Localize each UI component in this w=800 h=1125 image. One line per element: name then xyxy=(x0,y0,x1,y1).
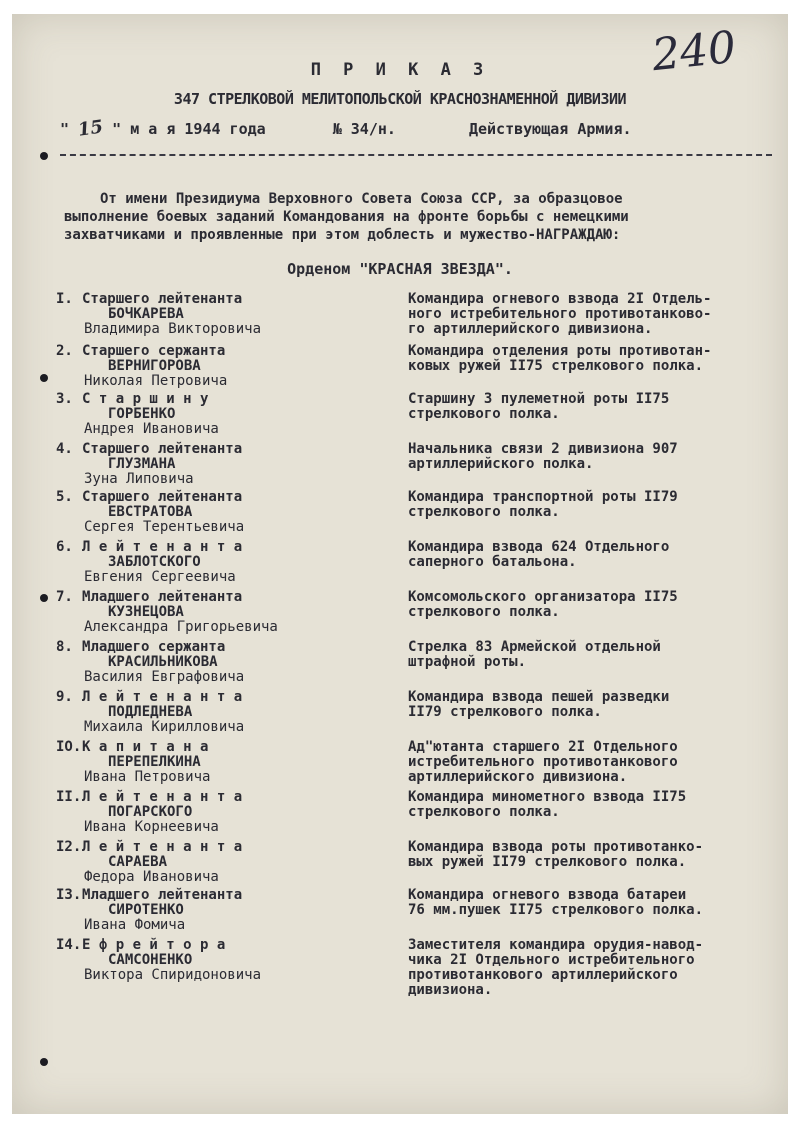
recipient-position xyxy=(408,590,788,620)
position-line: стрелкового полка. xyxy=(408,504,560,520)
date-open-quote: " xyxy=(60,120,70,138)
award-entry xyxy=(56,938,786,1008)
recipient xyxy=(56,740,396,785)
position-line: го артиллерийского дивизиона. xyxy=(408,321,653,337)
recipient-rank: Старшего лейтенанта xyxy=(82,441,243,457)
position-line: ного истребительного противотанково- xyxy=(408,306,712,322)
recipient-surname: ЕВСТРАТОВА xyxy=(108,504,193,520)
dashed-divider xyxy=(60,154,772,156)
position-line: дивизиона. xyxy=(408,982,493,998)
award-entry xyxy=(56,740,786,790)
position-line: II79 стрелкового полка. xyxy=(408,704,602,720)
recipient-rank: Л е й т е н а н т а xyxy=(82,539,243,555)
handwritten-page-number: 240 xyxy=(649,21,739,82)
recipient-rank: Старшего лейтенанта xyxy=(82,489,243,505)
award-entry xyxy=(56,442,786,490)
recipient xyxy=(56,790,396,835)
recipient-given-names: Евгения Сергеевича xyxy=(84,569,236,585)
entry-number: IO. xyxy=(56,739,82,755)
recipient-rank: К а п и т а н а xyxy=(82,739,209,755)
recipient-given-names: Ивана Фомича xyxy=(84,917,186,933)
recipient xyxy=(56,840,396,885)
recipient-surname: БОЧКАРЕВА xyxy=(108,306,184,322)
position-line: стрелкового полка. xyxy=(408,406,560,422)
entry-number: 6. xyxy=(56,539,73,555)
recipient-rank: Младшего сержанта xyxy=(82,639,226,655)
position-line: истребительного противотанкового xyxy=(408,754,678,770)
entry-number: 5. xyxy=(56,489,73,505)
recipient-given-names: Ивана Петровича xyxy=(84,769,211,785)
recipient-given-names: Михаила Кирилловича xyxy=(84,719,245,735)
entry-number: 7. xyxy=(56,589,73,605)
recipient xyxy=(56,938,396,983)
recipient-surname: САМСОНЕНКО xyxy=(108,952,193,968)
award-entry xyxy=(56,392,786,442)
entry-number: 9. xyxy=(56,689,73,705)
recipient-surname: ПОДЛЕДНЕВА xyxy=(108,704,193,720)
award-heading: Орденом "КРАСНАЯ ЗВЕЗДА". xyxy=(287,260,513,278)
position-line: Командира взвода роты противотанко- xyxy=(408,839,704,855)
recipient-rank: С т а р ш и н у xyxy=(82,391,209,407)
recipient-position xyxy=(408,888,788,918)
recipient-position xyxy=(408,490,788,520)
position-line: ковых ружей II75 стрелкового полка. xyxy=(408,358,704,374)
document-title: П Р И К А З xyxy=(310,60,490,80)
recipient-surname: ВЕРНИГОРОВА xyxy=(108,358,201,374)
date-day: 15 xyxy=(76,116,105,141)
recipient-position xyxy=(408,640,788,670)
award-entry xyxy=(56,888,786,938)
position-line: Заместителя командира орудия-навод- xyxy=(408,937,704,953)
recipient-given-names: Сергея Терентьевича xyxy=(84,519,245,535)
recipient-position xyxy=(408,938,788,998)
punch-hole-mark xyxy=(40,1058,48,1066)
preamble-line: захватчиками и проявленные при этом доблесть и мужество-НАГРАЖДАЮ: xyxy=(64,227,621,243)
entry-number: I. xyxy=(56,291,73,307)
award-entry xyxy=(56,490,786,540)
recipient-position xyxy=(408,840,788,870)
recipient-rank: Л е й т е н а н т а xyxy=(82,789,243,805)
recipient-given-names: Александра Григорьевича xyxy=(84,619,278,635)
recipient-surname: ГЛУЗМАНА xyxy=(108,456,176,472)
recipient-rank: Старшего сержанта xyxy=(82,343,226,359)
recipient xyxy=(56,490,396,535)
entry-number: 2. xyxy=(56,343,73,359)
position-line: чика 2I Отдельного истребительного xyxy=(408,952,695,968)
position-line: 76 мм.пушек II75 стрелкового полка. xyxy=(408,902,704,918)
award-entry xyxy=(56,690,786,740)
punch-hole-mark xyxy=(40,152,48,160)
document-page xyxy=(12,14,788,1114)
award-entry xyxy=(56,590,786,640)
position-line: противотанкового артиллерийского xyxy=(408,967,678,983)
position-line: Ад"ютанта старшего 2I Отдельного xyxy=(408,739,678,755)
recipient xyxy=(56,540,396,585)
entry-number: 4. xyxy=(56,441,73,457)
recipient-surname: ПЕРЕПЕЛКИНА xyxy=(108,754,201,770)
recipient-rank: Л е й т е н а н т а xyxy=(82,689,243,705)
recipient-given-names: Виктора Спиридоновича xyxy=(84,967,262,983)
position-line: артиллерийского полка. xyxy=(408,456,594,472)
position-line: Командира транспортной роты II79 xyxy=(408,489,678,505)
recipient-rank: Е ф р е й т о р а xyxy=(82,937,226,953)
recipient-position xyxy=(408,740,788,785)
entry-number: I2. xyxy=(56,839,82,855)
recipient-rank: Младшего лейтенанта xyxy=(82,589,243,605)
recipient-surname: ПОГАРСКОГО xyxy=(108,804,193,820)
position-line: Командира взвода пешей разведки xyxy=(408,689,670,705)
entry-number: 8. xyxy=(56,639,73,655)
position-line: Комсомольского организатора II75 xyxy=(408,589,678,605)
recipient-rank: Старшего лейтенанта xyxy=(82,291,243,307)
recipient-surname: САРАЕВА xyxy=(108,854,168,870)
recipient-given-names: Федора Ивановича xyxy=(84,869,219,885)
award-entry xyxy=(56,640,786,690)
entry-number: I4. xyxy=(56,937,82,953)
recipient-position xyxy=(408,442,788,472)
recipient xyxy=(56,888,396,933)
punch-hole-mark xyxy=(40,374,48,382)
recipient-position xyxy=(408,344,788,374)
recipient xyxy=(56,590,396,635)
recipient-position xyxy=(408,392,788,422)
position-line: Стрелка 83 Армейской отдельной xyxy=(408,639,661,655)
position-line: вых ружей II79 стрелкового полка. xyxy=(408,854,687,870)
award-entry xyxy=(56,292,786,344)
recipient-given-names: Николая Петровича xyxy=(84,373,228,389)
preamble-line: выполнение боевых заданий Командования на фронте борьбы с немецкими xyxy=(64,209,629,225)
recipient-surname: СИРОТЕНКО xyxy=(108,902,184,918)
position-line: Командира минометного взвода II75 xyxy=(408,789,687,805)
recipient-position xyxy=(408,690,788,720)
award-entry xyxy=(56,540,786,590)
recipient-surname: ГОРБЕНКО xyxy=(108,406,176,422)
dateline xyxy=(60,118,780,139)
recipient-rank: Младшего лейтенанта xyxy=(82,887,243,903)
recipient-given-names: Владимира Викторовича xyxy=(84,321,262,337)
document-subtitle: 347 СТРЕЛКОВОЙ МЕЛИТОПОЛЬСКОЙ КРАСНОЗНАМЕННОЙ ДИВИЗИИ xyxy=(173,90,627,108)
recipient-rank: Л е й т е н а н т а xyxy=(82,839,243,855)
recipient-given-names: Андрея Ивановича xyxy=(84,421,219,437)
recipient xyxy=(56,392,396,437)
position-line: саперного батальона. xyxy=(408,554,577,570)
recipient-surname: ЗАБЛОТСКОГО xyxy=(108,554,201,570)
position-line: стрелкового полка. xyxy=(408,804,560,820)
recipient-given-names: Ивана Корнеевича xyxy=(84,819,219,835)
recipient-position xyxy=(408,790,788,820)
preamble xyxy=(64,190,780,244)
order-number: № 34/н. xyxy=(332,120,396,138)
recipient-surname: КРАСИЛЬНИКОВА xyxy=(108,654,218,670)
recipient xyxy=(56,690,396,735)
recipient xyxy=(56,292,396,337)
entry-number: I3. xyxy=(56,887,82,903)
award-entry xyxy=(56,790,786,840)
recipient-surname: КУЗНЕЦОВА xyxy=(108,604,184,620)
position-line: Старшину 3 пулеметной роты II75 xyxy=(408,391,670,407)
date-month-year: " м а я 1944 года xyxy=(112,120,266,138)
entry-number: II. xyxy=(56,789,82,805)
entry-number: 3. xyxy=(56,391,73,407)
recipient xyxy=(56,640,396,685)
recipient-position xyxy=(408,292,788,337)
position-line: Командира взвода 624 Отдельного xyxy=(408,539,670,555)
position-line: штрафной роты. xyxy=(408,654,527,670)
position-line: Начальника связи 2 дивизиона 907 xyxy=(408,441,678,457)
recipient-position xyxy=(408,540,788,570)
recipient-given-names: Зуна Липовича xyxy=(84,471,194,487)
recipient xyxy=(56,344,396,389)
position-line: Командира отделения роты противотан- xyxy=(408,343,712,359)
position-line: артиллерийского дивизиона. xyxy=(408,769,628,785)
army-label: Действующая Армия. xyxy=(468,120,632,138)
position-line: стрелкового полка. xyxy=(408,604,560,620)
punch-hole-mark xyxy=(40,594,48,602)
award-entry xyxy=(56,840,786,888)
position-line: Командира огневого взвода 2I Отдель- xyxy=(408,291,712,307)
award-entry xyxy=(56,344,786,392)
preamble-line: От имени Президиума Верховного Совета Союза ССР, за образцовое xyxy=(100,191,623,207)
recipient xyxy=(56,442,396,487)
position-line: Командира огневого взвода батареи xyxy=(408,887,687,903)
recipient-given-names: Василия Евграфовича xyxy=(84,669,245,685)
